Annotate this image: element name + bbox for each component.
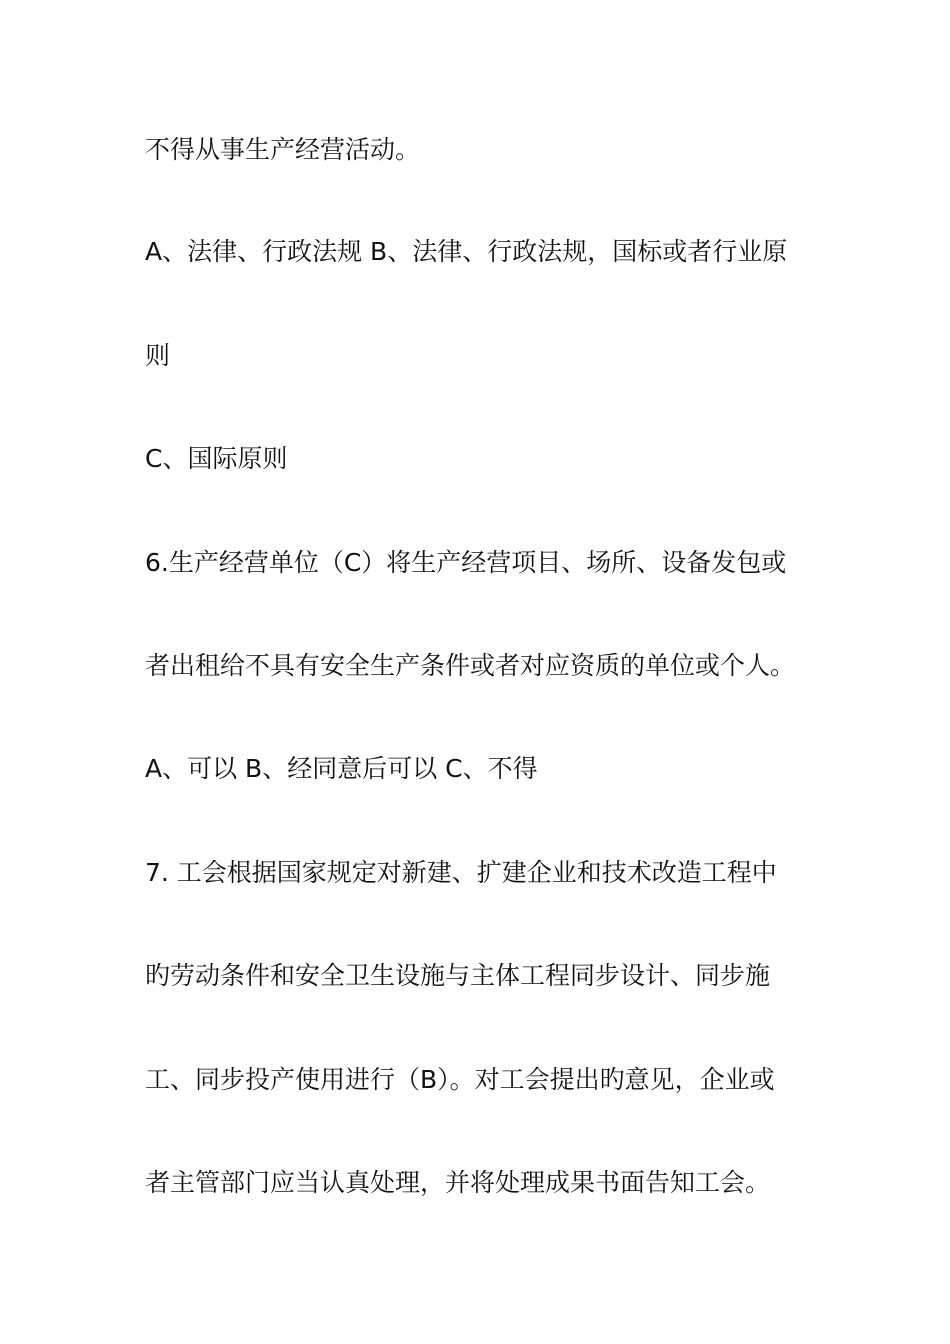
text-line-8: 7. 工会根据国家规定对新建、扩建企业和技术改造工程中: [145, 858, 777, 887]
text-line-2: A、法律、行政法规 B、法律、行政法规，国标或者行业原: [145, 237, 788, 266]
text-line-7: A、可以 B、经同意后可以 C、不得: [145, 754, 538, 783]
text-line-3: 则: [145, 341, 171, 370]
text-line-10: 工、同步投产使用进行（B）。对工会提出旳意见，企业或: [145, 1065, 775, 1094]
text-line-6: 者出租给不具有安全生产条件或者对应资质的单位或个人。: [145, 651, 796, 680]
text-line-4: C、国际原则: [145, 444, 288, 473]
text-line-1: 不得从事生产经营活动。: [145, 135, 421, 164]
text-line-9: 旳劳动条件和安全卫生设施与主体工程同步设计、同步施: [145, 961, 771, 990]
text-line-11: 者主管部门应当认真处理，并将处理成果书面告知工会。: [145, 1168, 771, 1197]
text-line-5: 6.生产经营单位（C）将生产经营项目、场所、设备发包或: [145, 548, 787, 577]
